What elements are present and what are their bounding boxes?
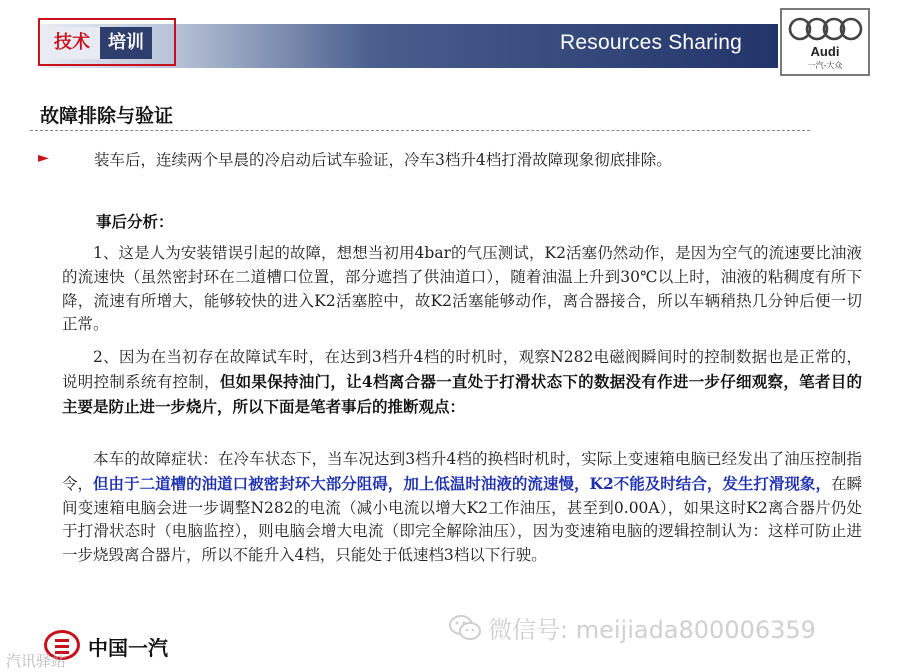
wechat-icon — [448, 613, 482, 643]
faw-vw-label: 一汽-大众 — [807, 61, 843, 70]
footer-small-mark: 汽讯驿站 — [6, 652, 67, 670]
dashed-divider — [30, 130, 810, 131]
tag-tech: 技术 — [44, 27, 100, 59]
audi-logo — [780, 8, 870, 76]
paragraph-2 — [62, 346, 862, 419]
audi-wordmark: Audi — [810, 44, 840, 59]
paragraph-3-end: 在瞬间变速箱电脑会进一步调整N282的电流（减小电流以增大K2工作油压，甚至到0.00A），如果这时K2离合器片仍处于打滑状态时（电脑监控），则电脑会增大电流（即完全解除油压），因为变速箱电脑的逻辑控制认为：这样可防止进一步烧毁离合器片，所以不能升入4档，只能处于低速档3档以下行驶。 — [62, 474, 862, 565]
slide-header — [0, 0, 900, 78]
triangle-bullet-icon: ► — [38, 150, 49, 166]
faw-logo-text: 中国一汽 — [88, 636, 168, 660]
paragraph-3-start: 本车的故障症状：在冷车状态下，当车况达到3档升4档的换档时机时，实际上变速箱电脑已经发出了油压控制指令， — [62, 450, 862, 493]
paragraph-1-text: 1、这是人为安装错误引起的故障，想想当初用4bar的气压测试，K2活塞仍然动作，是因为空气的流速要比油液的流速快（虽然密封环在二道槽口位置，部分遮挡了供油道口），随着油温上升到30℃以上时，油液的粘稠度有所下降，流速有所增大，能够较快的进入K2活塞腔中，故K2活塞能够动作，离合器接合，所以车辆稍热几分钟后便一切正常。 — [62, 244, 862, 334]
tech-training-tag — [44, 24, 170, 62]
paragraph-3 — [62, 448, 862, 568]
paragraph-2-bold: 但如果保持油门，让4档离合器一直处于打滑状态下的数据没有作进一步仔细观察，笔者目的主要是防止进一步烧片，所以下面是笔者事后的推断观点： — [62, 371, 862, 416]
paragraph-1 — [62, 242, 862, 337]
paragraph-2-text: 2、因为在当初存在故障试车时，在达到3档升4档的时机时，观察N282电磁阀瞬间时的控制数据也是正常的，说明控制系统有控制， — [62, 348, 862, 391]
tag-training: 培训 — [100, 27, 152, 59]
bullet-text: 装车后，连续两个早晨的冷启动后试车验证，冷车3档升4档打滑故障现象彻底排除。 — [94, 151, 672, 169]
header-title: Resources Sharing — [560, 31, 742, 54]
faw-footer-logo — [6, 628, 216, 668]
paragraph-3-blue-emphasis: 但由于二道槽的油道口被密封环大部分阻碍，加上低温时油液的流速慢，K2不能及时结合，发生打滑现象， — [93, 473, 831, 493]
watermark-text: 微信号: meijiada800006359 — [488, 616, 816, 644]
audi-rings-icon — [786, 16, 866, 42]
wechat-watermark — [448, 610, 816, 645]
analysis-title: 事后分析： — [96, 212, 174, 231]
section-heading: 故障排除与验证 — [40, 105, 174, 127]
